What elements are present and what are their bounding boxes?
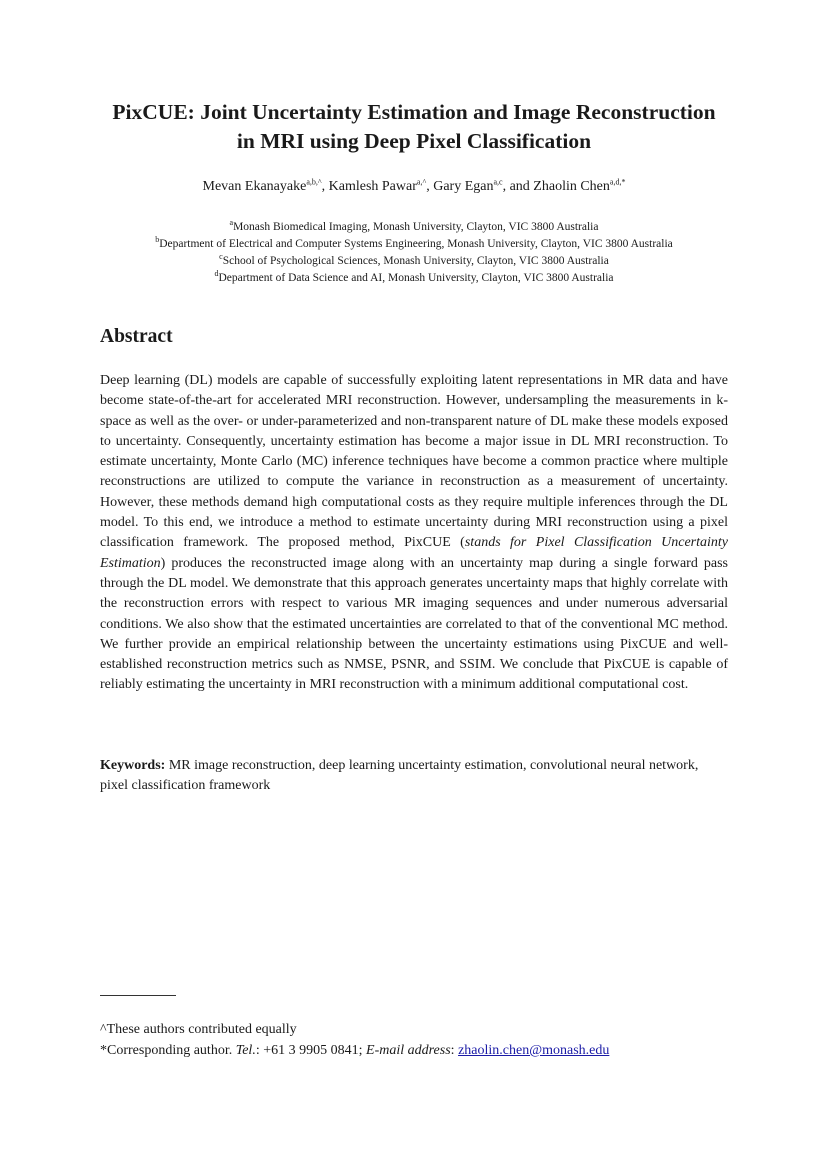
affiliation-mark: b [155,235,160,245]
affiliation-text: School of Psychological Sciences, Monash University, Clayton, VIC 3800 Australia [222,255,609,267]
author-separator: , and [502,179,534,194]
author-separator: , [426,179,434,194]
tel-label: Tel. [235,1043,256,1058]
author-name: Mevan Ekanayake [202,179,307,194]
affiliation-text: Department of Electrical and Computer Systems Engineering, Monash University, Clayton, VIC 3800 Australia [159,238,673,250]
footnote-corresponding [100,1040,740,1061]
author-separator: , [321,179,329,194]
author-affil-mark: a,c [493,177,503,187]
affiliation-item [60,236,768,253]
abstract-body [100,371,728,696]
affiliation-list [60,219,768,287]
title-line-2: in MRI using Deep Pixel Classification [236,129,592,153]
abstract-text-end: ) produces the reconstructed image along with an uncertainty map during a single forward pass through the DL model. We demonstrate that this approach generates uncertainty maps that highly correlate with the reconstruction errors with respect to various MR imaging sequences and under numerous adversarial conditions. We also show that the estimated uncertainties are correlated to that of the conventional MC method. We further provide an empirical relationship between the uncertainty estimations using PixCUE and well-established reconstruction metrics such as NMSE, PSNR, and SSIM. We conclude that PixCUE is capable of reliably estimating the uncertainty in MRI reconstruction with a minimum additional computational cost. [100,555,728,693]
author-name: Kamlesh Pawar [328,179,417,194]
affiliation-mark: d [214,269,219,279]
paper-title [60,98,768,156]
keywords-text: MR image reconstruction, deep learning uncertainty estimation, convolutional neural network, pixel classification framework [100,758,699,794]
author-affil-mark: a,^ [416,177,427,187]
author-list [60,178,768,196]
keywords-label: Keywords: [100,758,166,773]
affiliation-text: Monash Biomedical Imaging, Monash University, Clayton, VIC 3800 Australia [233,221,599,233]
abstract-text-start: Deep learning (DL) models are capable of successfully exploiting latent representations in MR data and have become state-of-the-art for accelerated MRI reconstruction. However, undersampling the measurements in k-space as well as the over- or under-parameterized and non-transparent nature of DL make these models exposed to uncertainty. Consequently, uncertainty estimation has become a major issue in DL MRI reconstruction. To estimate uncertainty, Monte Carlo (MC) inference techniques have become a common practice where multiple reconstructions are utilized to compute the variance in reconstruction as a measurement of uncertainty. However, these methods demand high computational costs as they require multiple inferences through the DL model. To this end, we introduce a method to estimate uncertainty during MRI reconstruction using a pixel classification framework. The proposed method, PixCUE ( [100,373,728,551]
author-affil-mark: a,b,^ [306,177,322,187]
email-separator: : [450,1043,459,1058]
affiliation-item [60,270,768,287]
footnotes [100,1019,740,1061]
title-line-1: PixCUE: Joint Uncertainty Estimation and Image Reconstruction [112,100,716,124]
affiliation-mark: c [219,252,223,262]
abstract-italic-phrase: stands for Pixel Classification Uncertainty Estimation [100,535,728,571]
author-name: Zhaolin Chen [533,179,610,194]
footnote-divider [100,995,176,996]
affiliation-mark: a [229,218,234,228]
author-name: Gary Egan [433,179,494,194]
email-link[interactable]: zhaolin.chen@monash.edu [458,1043,610,1058]
email-label: E-mail address [366,1043,451,1058]
corresponding-prefix: *Corresponding author. [100,1043,236,1058]
footnote-equal-contribution: ^These authors contributed equally [100,1022,297,1037]
author-affil-mark: a,d,* [609,177,626,187]
affiliation-text: Department of Data Science and AI, Monash University, Clayton, VIC 3800 Australia [218,272,614,284]
tel-value: : +61 3 9905 0841; [255,1043,367,1058]
affiliation-item [60,253,768,270]
abstract-heading: Abstract [100,326,173,347]
keywords-paragraph [100,756,728,797]
affiliation-item [60,219,768,236]
